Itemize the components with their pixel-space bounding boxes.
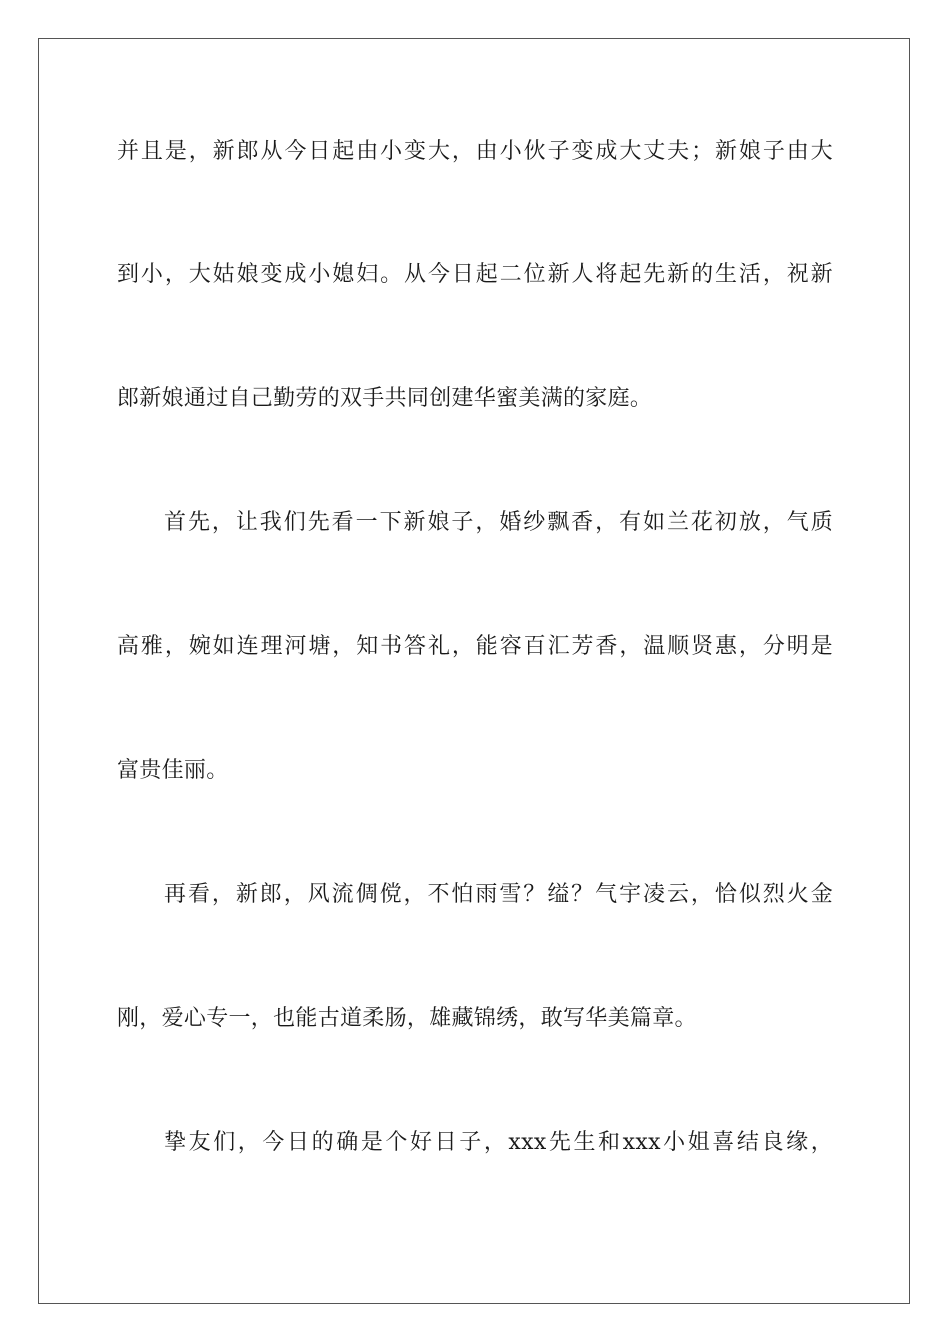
text-line: 郎新娘通过自己勤劳的双手共同创建华蜜美满的家庭。 [117,386,653,411]
text-line: 刚，爱心专一，也能古道柔肠，雄藏锦绣，敢写华美篇章。 [117,1006,697,1031]
text-line: 高雅，婉如连理河塘，知书答礼，能容百汇芳香，温顺贤惠，分明是 [117,634,833,659]
paragraph-first-line: 首先，让我们先看一下新娘子，婚纱飘香，有如兰花初放，气质 [164,510,833,535]
paragraph-first-line: 再看，新郎，风流倜傥，不怕雨雪？缢？气宇凌云，恰似烈火金 [164,882,833,907]
text-line: 到小，大姑娘变成小媳妇。从今日起二位新人将起先新的生活，祝新 [117,262,833,287]
paragraph-first-line: 挚友们，今日的确是个好日子，xxx先生和xxx小姐喜结良缘， [164,1130,833,1155]
page-border [38,38,910,1304]
text-line: 富贵佳丽。 [117,758,229,783]
text-line: 并且是，新郎从今日起由小变大，由小伙子变成大丈夫；新娘子由大 [117,139,833,164]
